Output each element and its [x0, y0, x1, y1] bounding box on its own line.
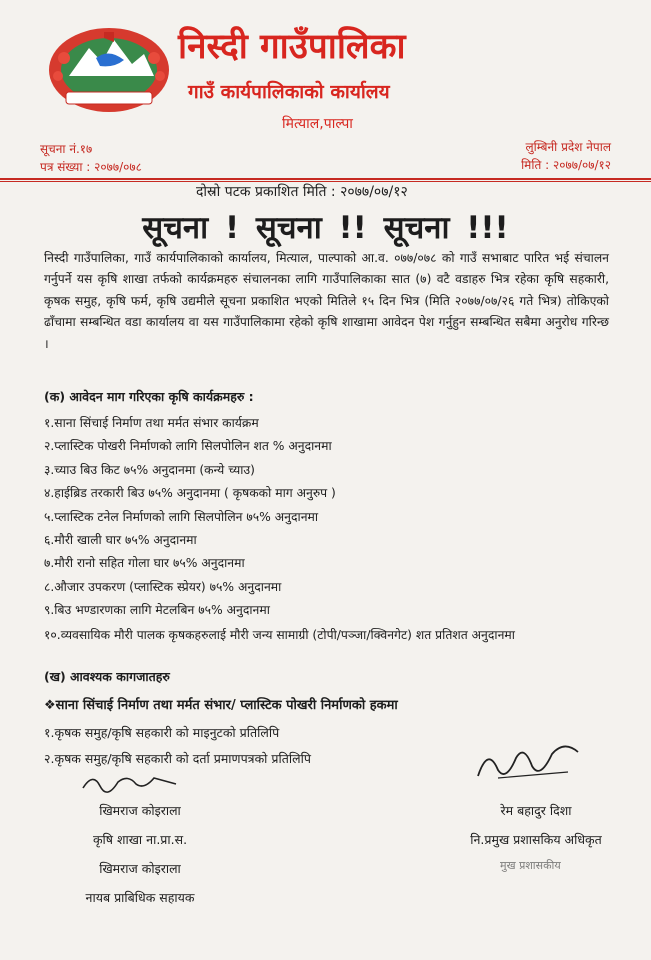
list-item: २.प्लास्टिक पोखरी निर्माणको लागि सिलपोलिन शत % अनुदानमा: [44, 439, 332, 454]
list-item: ६.मौरी खाली घार ७५% अनुदानमा: [44, 533, 197, 548]
notice-headline: सूचना ! सूचना !! सूचना !!!: [142, 210, 509, 246]
list-item: ३.च्याउ बिउ किट ७५% अनुदानमा (कन्ये च्याउ): [44, 462, 255, 477]
list-item: ८.औजार उपकरण (प्लास्टिक स्प्रेयर) ७५% अनुदानमा: [44, 579, 282, 594]
signatory-left-section: कृषि शाखा ना.प्रा.स.: [92, 832, 188, 847]
signatory-right-designation: नि.प्रमुख प्रशासकिय अधिकृत: [470, 832, 602, 847]
signatory-right: [446, 796, 626, 854]
org-name: निस्दी गाउँपालिका: [178, 27, 406, 67]
list-item: १.साना सिंचाई निर्माण तथा मर्मत संभार कार्यक्रम: [44, 416, 259, 430]
nepal-emblem-icon: [44, 18, 174, 116]
list-item: ९.बिउ भण्डारणका लागि मेटलबिन ७५% अनुदानमा: [44, 603, 270, 618]
signatory-left-name: खिमराज कोइराला: [99, 861, 181, 876]
list-item: ५.प्लास्टिक टनेल निर्माणको लागि सिलपोलिन ७५% अनुदानमा: [44, 509, 319, 524]
list-item: २.कृषक समुह/कृषि सहकारी को दर्ता प्रमाणपत्रको प्रतिलिपि: [44, 751, 311, 766]
header-right-block: [521, 138, 611, 174]
documents-heading: (ख) आवश्यक कागजातहरु: [44, 669, 170, 684]
signatory-right-name: रेम बहादुर दिशा: [500, 803, 572, 818]
signature-right-icon: [468, 736, 588, 784]
office-stamp: मुख प्रशासकीय: [500, 859, 561, 872]
signatory-left-designation: नायब प्राबिधिक सहायक: [85, 890, 195, 905]
list-item: ४.हाईब्रिड तरकारी बिउ ७५% अनुदानमा ( कृषकको माग अनुरुप ): [44, 486, 336, 501]
programs-list: [44, 412, 614, 645]
signatory-left: [60, 796, 220, 912]
office-location: मित्याल,पाल्पा: [282, 116, 353, 132]
letter-date: मिति : २०७७/०७/१२: [521, 158, 611, 172]
programs-heading: (क) आवेदन माग गरिएका कृषि कार्यक्रमहरु :: [44, 389, 254, 404]
header-divider: [0, 178, 651, 180]
office-name: गाउँ कार्यपालिकाको कार्यालय: [188, 81, 390, 103]
list-item: ७.मौरी रानो सहित गोला घार ७५% अनुदानमा: [44, 556, 245, 571]
notice-body: निस्दी गाउँपालिका, गाउँ कार्यपालिकाको कार्यालय, मित्याल, पाल्पाको आ.व. ०७७/०७८ को गाउँ सभाबाट पारित भई संचालन गर्नुपर्ने यस कृषि शाखा तर्फको कार्यक्रमहरु संचालनका लागि गाउँपालिकाका सात (७) वटै वडाहरु भित्र रहेका कृषि सहकारी, कृषक समुह, कृषि फर्म, कृषि उद्यमीले सूचना प्रकाशित भएको मितिले १५ दिन भित्र (मिति २०७७/०७/२६ गते भित्र) तोकिएको ढाँचामा सम्बन्धित वडा कार्यालय वा यस गाउँपालिकामा रहेको कृषि शाखामा आवेदन पेश गर्नुहुन सम्बन्धित सबैमा अनुरोध गरिन्छ ।: [44, 251, 609, 351]
documents-subheading: ❖साना सिंचाई निर्माण तथा मर्मत संभार/ प्लास्टिक पोखरी निर्माणको हकमा: [44, 698, 398, 713]
signature-left-icon: [78, 770, 188, 794]
letter-number: पत्र संख्या : २०७७/०७८: [40, 160, 142, 174]
publication-date: दोस्रो पटक प्रकाशित मिति : २०७७/०७/१२: [196, 184, 408, 200]
notice-number: सूचना नं.१७: [40, 142, 93, 156]
list-item: १.कृषक समुह/कृषि सहकारी को माइनुटको प्रतिलिपि: [44, 725, 280, 740]
documents-list: [44, 720, 311, 772]
header-left-block: [40, 140, 142, 176]
list-item: १०.व्यवसायिक मौरी पालक कृषकहरुलाई मौरी जन्य सामाग्री (टोपी/पञ्जा/क्विनगेट) शत प्रतिशत अनुदानमा: [44, 627, 515, 642]
province-name: लुम्बिनी प्रदेश नेपाल: [525, 140, 611, 154]
signatory-left-name-line: खिमराज कोइराला: [99, 803, 181, 818]
